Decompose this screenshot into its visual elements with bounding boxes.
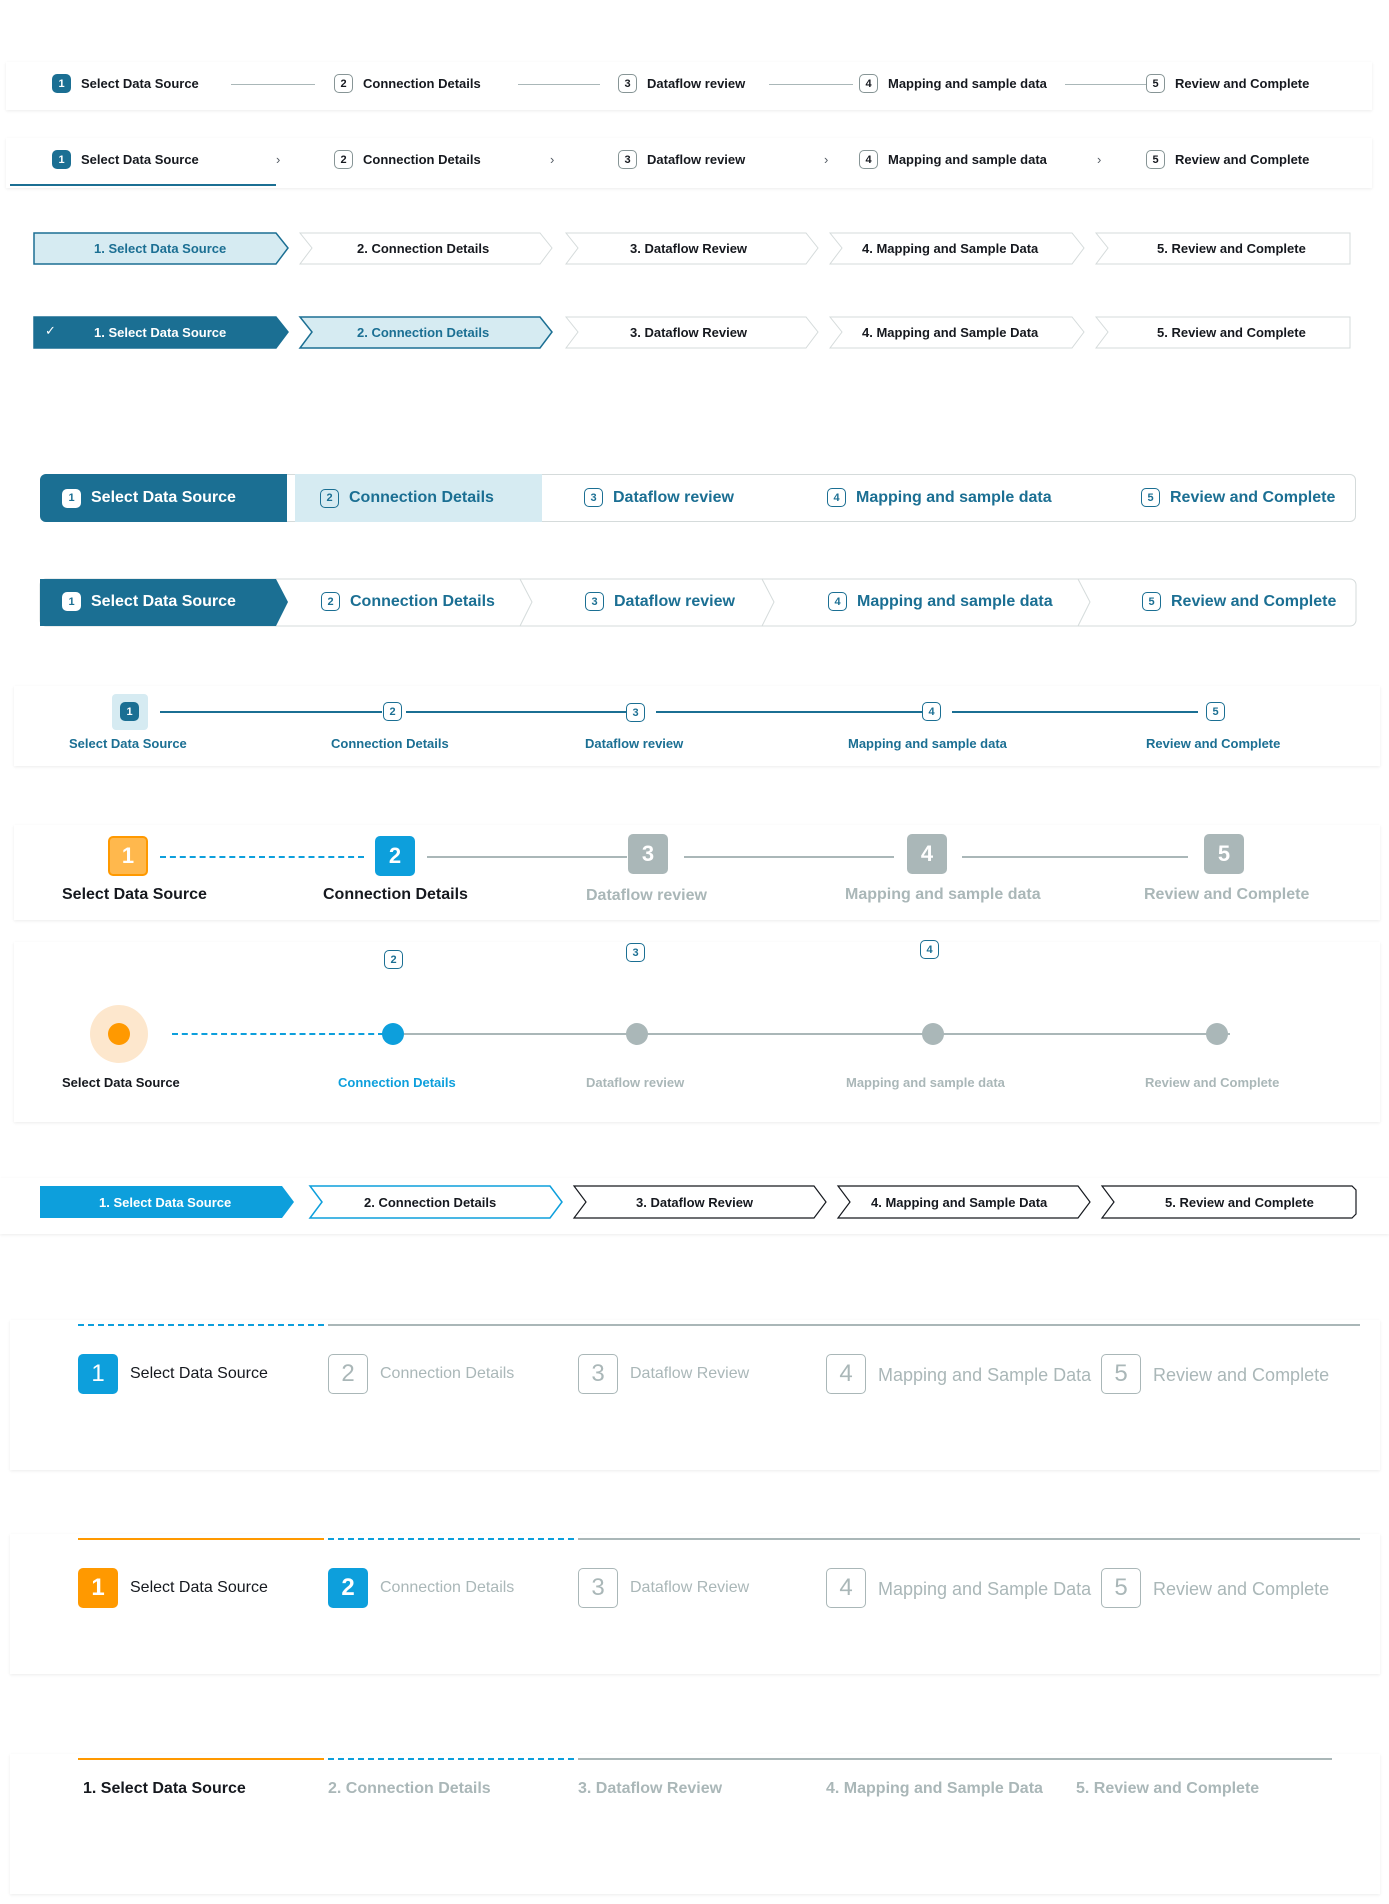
stepper-variant-13 <box>10 1754 1380 1894</box>
step-label-1[interactable]: 1. Select Data Source <box>83 1780 246 1797</box>
progress-track <box>578 1758 1332 1760</box>
chevron-right-icon: › <box>1097 152 1102 167</box>
step-number-3[interactable]: 3 <box>626 703 645 722</box>
step-label-2: Connection Details <box>380 1579 515 1596</box>
step-label: Dataflow review <box>647 152 746 167</box>
tab-step-3[interactable] <box>618 150 745 169</box>
step-box-1[interactable]: 1 <box>78 1354 118 1394</box>
step-label-3: Dataflow Review <box>630 1365 750 1382</box>
connector <box>427 856 627 858</box>
step-label: Connection Details <box>363 76 481 91</box>
step-label-4[interactable]: 4. Mapping and Sample Data <box>826 1780 1043 1797</box>
step-label-5[interactable]: 5. Review and Complete <box>1076 1780 1260 1797</box>
dashed-connector <box>172 1033 384 1035</box>
tab-step-5[interactable] <box>1146 150 1309 169</box>
stepper-variant-12 <box>10 1534 1380 1674</box>
stepper-variant-7 <box>14 686 1380 766</box>
step-box-2[interactable]: 2 <box>328 1568 368 1608</box>
step-dot-4[interactable] <box>922 1023 944 1045</box>
step-2[interactable] <box>334 74 481 93</box>
step-label-4: Mapping and Sample Data <box>878 1365 1092 1385</box>
stepper-variant-2 <box>6 138 1372 188</box>
chevron-step-5[interactable]: 5. Review and Complete <box>1157 241 1306 256</box>
chevron-step-5[interactable]: 5. Review and Complete <box>1165 1195 1314 1210</box>
stepper-variant-5 <box>0 474 1389 524</box>
step-label: Review and Complete <box>1171 592 1337 610</box>
segment-step-5[interactable] <box>1141 488 1335 507</box>
step-dot-1[interactable] <box>108 1023 130 1045</box>
chevron-step-4[interactable]: 4. Mapping and Sample Data <box>862 325 1039 340</box>
dashed-progress <box>328 1538 574 1540</box>
arrow-step-1[interactable] <box>62 592 236 611</box>
step-label: Mapping and sample data <box>856 488 1052 506</box>
arrow-step-3[interactable] <box>585 592 735 611</box>
step-label-5: Review and Complete <box>1145 1075 1280 1090</box>
step-number: 1 <box>52 150 71 169</box>
step-5[interactable] <box>1146 74 1309 93</box>
step-box-5[interactable]: 5 <box>1101 1354 1141 1394</box>
chevron-step-3[interactable]: 3. Dataflow Review <box>636 1195 754 1210</box>
connector <box>1065 84 1147 85</box>
step-number: 3 <box>584 488 603 507</box>
step-box-4[interactable]: 4 <box>826 1568 866 1608</box>
progress-done <box>78 1758 324 1760</box>
progress-done <box>78 1538 324 1540</box>
segment-step-4[interactable] <box>827 488 1052 507</box>
step-box-2[interactable]: 2 <box>328 1354 368 1394</box>
step-square-3[interactable]: 3 <box>628 834 668 874</box>
step-3[interactable] <box>618 74 745 93</box>
step-number: 5 <box>1146 74 1165 93</box>
chevron-step-5[interactable]: 5. Review and Complete <box>1157 325 1306 340</box>
chevron-step-4[interactable]: 4. Mapping and Sample Data <box>862 241 1039 256</box>
step-number: 1 <box>52 74 71 93</box>
chevron-right-icon: › <box>824 152 829 167</box>
step-label-5: Review and Complete <box>1153 1365 1330 1385</box>
arrow-step-2[interactable] <box>321 592 495 611</box>
connector <box>769 84 853 85</box>
step-label-4: Mapping and Sample Data <box>878 1579 1092 1599</box>
step-label-2: Connection Details <box>331 736 449 751</box>
step-label-3[interactable]: 3. Dataflow Review <box>578 1780 723 1797</box>
arrow-step-5[interactable] <box>1142 592 1336 611</box>
step-number: 4 <box>828 592 847 611</box>
step-label-3: Dataflow review <box>586 1075 685 1090</box>
step-square-4[interactable]: 4 <box>907 834 947 874</box>
step-number: 2 <box>334 74 353 93</box>
step-number-4[interactable]: 4 <box>922 702 941 721</box>
active-underline <box>10 184 276 186</box>
connector <box>962 856 1188 858</box>
step-label-3: Dataflow review <box>585 736 684 751</box>
step-label: Dataflow review <box>613 488 734 506</box>
step-number: 2 <box>321 592 340 611</box>
connector <box>406 711 626 713</box>
chevron-step-1[interactable]: 1. Select Data Source <box>99 1195 232 1210</box>
chevron-step-1[interactable]: 1. Select Data Source <box>94 241 227 256</box>
step-label-3: Dataflow Review <box>630 1579 750 1596</box>
connector <box>684 856 894 858</box>
step-label: Select Data Source <box>91 489 236 506</box>
step-label-1: Select Data Source <box>62 886 207 903</box>
step-number-5[interactable]: 5 <box>1206 702 1225 721</box>
arrow-step-4[interactable] <box>828 592 1053 611</box>
step-label: Mapping and sample data <box>888 152 1047 167</box>
progress-track <box>328 1324 1360 1326</box>
step-label-2: Connection Details <box>380 1365 515 1382</box>
chevron-step-4[interactable]: 4. Mapping and Sample Data <box>871 1195 1048 1210</box>
step-label-2[interactable]: 2. Connection Details <box>328 1780 491 1797</box>
step-label: Select Data Source <box>81 152 199 167</box>
step-label-2: Connection Details <box>323 886 468 903</box>
step-number: 4 <box>859 150 878 169</box>
step-number: 1 <box>62 592 81 611</box>
step-number: 4 <box>859 74 878 93</box>
step-1[interactable] <box>52 74 199 93</box>
step-box-3[interactable]: 3 <box>578 1568 618 1608</box>
step-dot-3[interactable] <box>626 1023 648 1045</box>
connector <box>952 711 1198 713</box>
step-box-4[interactable]: 4 <box>826 1354 866 1394</box>
connector <box>404 1033 1230 1035</box>
step-label-5: Review and Complete <box>1153 1579 1330 1599</box>
step-label-1: Select Data Source <box>130 1365 268 1382</box>
step-label-4: Mapping and sample data <box>846 1075 1005 1090</box>
connector <box>656 711 922 713</box>
step-label-1: Select Data Source <box>130 1579 268 1596</box>
step-square-5[interactable]: 5 <box>1204 834 1244 874</box>
segment-step-1[interactable] <box>40 474 287 522</box>
chevron-right-icon: › <box>276 152 281 167</box>
dashed-connector <box>160 856 364 858</box>
step-label: Mapping and sample data <box>888 76 1047 91</box>
chevron-step-3[interactable]: 3. Dataflow Review <box>630 325 748 340</box>
segment-step-3[interactable] <box>584 488 734 507</box>
dashed-progress <box>328 1758 574 1760</box>
step-4[interactable] <box>859 74 1047 93</box>
step-label: Review and Complete <box>1170 488 1336 506</box>
step-number: 5 <box>1146 150 1165 169</box>
step-label-4: Mapping and sample data <box>848 736 1007 751</box>
step-square-2[interactable]: 2 <box>375 836 415 876</box>
tab-step-2[interactable] <box>334 150 481 169</box>
step-number-2[interactable]: 2 <box>383 702 402 721</box>
connector <box>518 84 600 85</box>
stepper-variant-4 <box>0 312 1389 352</box>
step-number: 5 <box>1141 488 1160 507</box>
tooltip-number-3: 3 <box>626 943 645 962</box>
step-label: Dataflow review <box>614 592 735 610</box>
tab-step-4[interactable] <box>859 150 1047 169</box>
step-number: 3 <box>618 74 637 93</box>
segment-step-2[interactable] <box>295 474 542 522</box>
step-label-1: Select Data Source <box>69 736 187 751</box>
step-label-4: Mapping and sample data <box>845 886 1041 903</box>
step-label: Mapping and sample data <box>857 592 1053 610</box>
step-label: Connection Details <box>363 152 481 167</box>
step-number-1[interactable]: 1 <box>120 702 139 721</box>
step-box-5[interactable]: 5 <box>1101 1568 1141 1608</box>
stepper-variant-11 <box>10 1320 1380 1470</box>
tooltip-number-2: 2 <box>384 950 403 969</box>
step-label: Select Data Source <box>81 76 199 91</box>
step-label: Review and Complete <box>1175 152 1310 167</box>
step-label-5: Review and Complete <box>1144 886 1310 903</box>
check-icon: ✓ <box>45 323 56 338</box>
stepper-variant-9 <box>14 942 1380 1122</box>
step-label-5: Review and Complete <box>1146 736 1281 751</box>
stepper-variant-3 <box>0 228 1389 268</box>
progress-track <box>578 1538 1360 1540</box>
step-dot-5[interactable] <box>1206 1023 1228 1045</box>
chevron-step-2[interactable]: 2. Connection Details <box>364 1195 497 1210</box>
connector <box>160 711 382 713</box>
step-label: Select Data Source <box>91 592 236 610</box>
chevron-step-2[interactable]: 2. Connection Details <box>357 241 490 256</box>
stepper-variant-8 <box>14 825 1380 920</box>
step-dot-2[interactable] <box>382 1023 404 1045</box>
step-number: 5 <box>1142 592 1161 611</box>
step-number: 4 <box>827 488 846 507</box>
stepper-variant-10 <box>0 1178 1389 1234</box>
tab-step-1[interactable] <box>52 150 199 169</box>
step-label: Dataflow review <box>647 76 746 91</box>
dashed-progress <box>78 1324 324 1326</box>
step-box-1[interactable]: 1 <box>78 1568 118 1608</box>
step-number: 1 <box>62 489 81 508</box>
step-label: Connection Details <box>350 592 495 610</box>
stepper-variant-1 <box>6 62 1372 110</box>
stepper-variant-6 <box>0 578 1389 628</box>
step-number: 2 <box>320 489 339 508</box>
step-number: 2 <box>334 150 353 169</box>
connector <box>231 84 315 85</box>
step-square-1[interactable]: 1 <box>108 836 148 876</box>
step-box-3[interactable]: 3 <box>578 1354 618 1394</box>
chevron-step-3[interactable]: 3. Dataflow Review <box>630 241 748 256</box>
step-number: 3 <box>618 150 637 169</box>
chevron-step-2[interactable]: 2. Connection Details <box>357 325 490 340</box>
step-number: 3 <box>585 592 604 611</box>
chevron-right-icon: › <box>550 152 555 167</box>
step-label-3: Dataflow review <box>586 887 707 904</box>
step-label-2: Connection Details <box>338 1075 456 1090</box>
step-label: Connection Details <box>349 489 494 506</box>
step-label: Review and Complete <box>1175 76 1310 91</box>
tooltip-number-4: 4 <box>920 940 939 959</box>
chevron-step-1[interactable]: 1. Select Data Source <box>94 325 227 340</box>
step-label-1: Select Data Source <box>62 1075 180 1090</box>
